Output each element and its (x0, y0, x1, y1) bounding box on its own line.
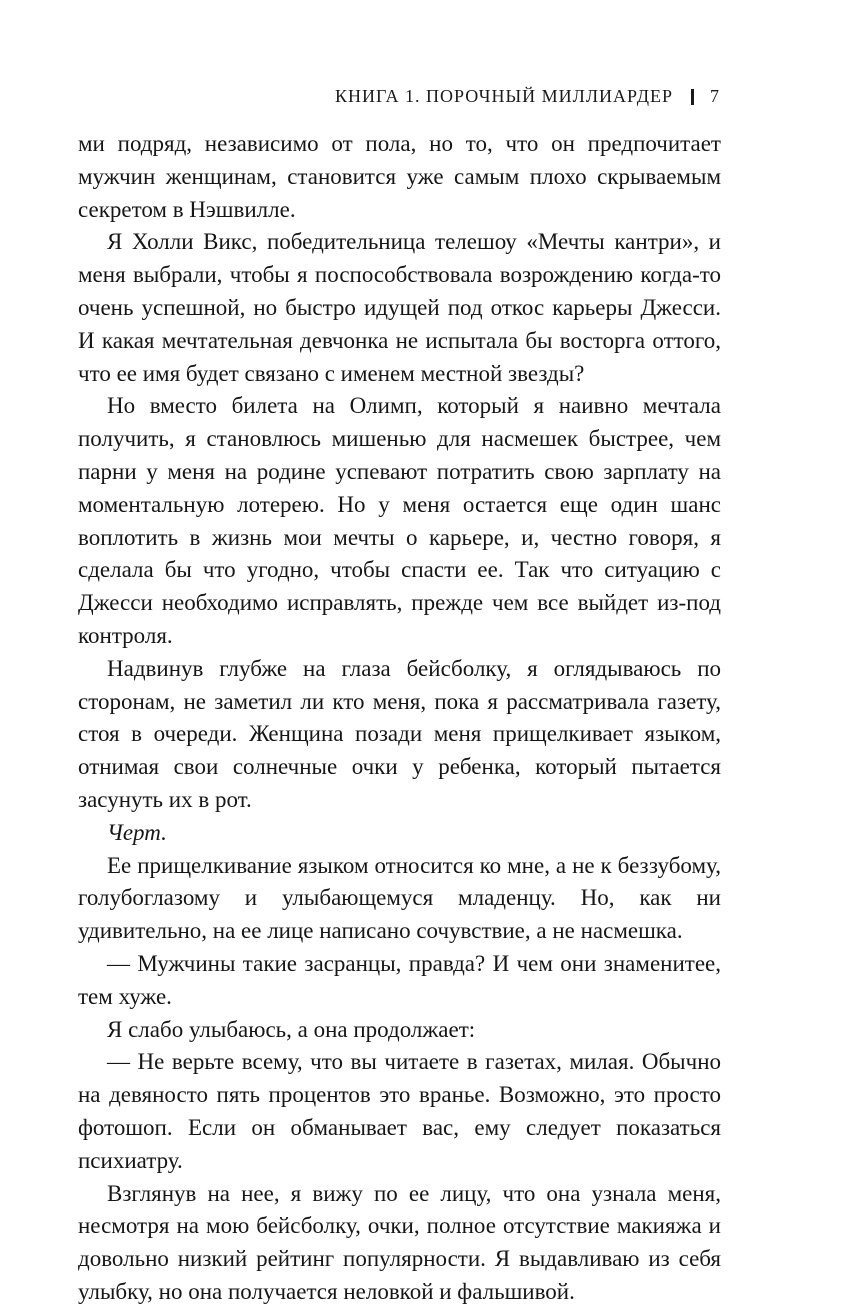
paragraph: Взглянув на нее, я вижу по ее лицу, что она узнала меня, несмотря на мою бейсболку, очки, полное отсутствие макияжа и довольно низкий рейтинг популярности. Я выдавливаю из себя улыбку, но она получается неловкой и фальшивой. (78, 1180, 721, 1304)
dialogue-paragraph: — Мужчины такие засранцы, правда? И чем они знаменитее, тем хуже. (78, 950, 721, 1009)
dialogue-paragraph: — Не верьте всему, что вы читаете в газетах, милая. Обычно на девяносто пять процентов это вранье. Возможно, это просто фотошоп. Если он обманывает вас, ему следует показаться психиатру. (78, 1049, 721, 1173)
paragraph: Но вместо билета на Олимп, который я наивно мечтала получить, я становлюсь мишенью для насмешек быстрее, чем парни у меня на родине успевают потратить свою зарплату на моментальную лотерею. Но у меня остается еще один шанс воплотить в жизнь мои мечты о карьере, и, честно говоря, я сделала бы что угодно, чтобы спасти ее. Так что ситуацию с Джесси необходимо исправлять, прежде чем все выйдет из-под контроля. (78, 393, 721, 648)
paragraph: Надвинув глубже на глаза бейсболку, я оглядываюсь по сторонам, не заметил ли кто меня, пока я рассматривала газету, стоя в очереди. Женщина позади меня прищелкивает языком, отнимая свои солнечные очки у ребенка, который пытается засунуть их в рот. (78, 655, 721, 812)
paragraph: Ее прищелкивание языком относится ко мне, а не к беззубому, голубоглазому и улыбающемуся младенцу. Но, как ни удивительно, на ее лице написано сочувствие, а не насмешка. (78, 852, 721, 944)
body-text (78, 128, 721, 1309)
paragraph: ми подряд, независимо от пола, но то, что он предпочитает мужчин женщинам, становится уже самым плохо скрываемым секретом в Нэшвилле. (78, 131, 721, 222)
running-title: КНИГА 1. ПОРОЧНЫЙ МИЛЛИАРДЕР (335, 86, 673, 106)
paragraph: Я Холли Викс, победительница телешоу «Мечты кантри», и меня выбрали, чтобы я поспособствовала возрождению когда-то очень успешной, но быстро идущей под откос карьеры Джесси. И какая мечтательная девчонка не испытала бы восторга оттого, что ее имя будет связано с именем местной звезды? (78, 229, 721, 386)
running-head (335, 86, 720, 107)
paragraph: Я слабо улыбаюсь, а она продолжает: (107, 1016, 476, 1042)
page-number: 7 (710, 86, 720, 106)
header-separator (691, 89, 694, 105)
italic-paragraph: Черт. (107, 819, 167, 845)
